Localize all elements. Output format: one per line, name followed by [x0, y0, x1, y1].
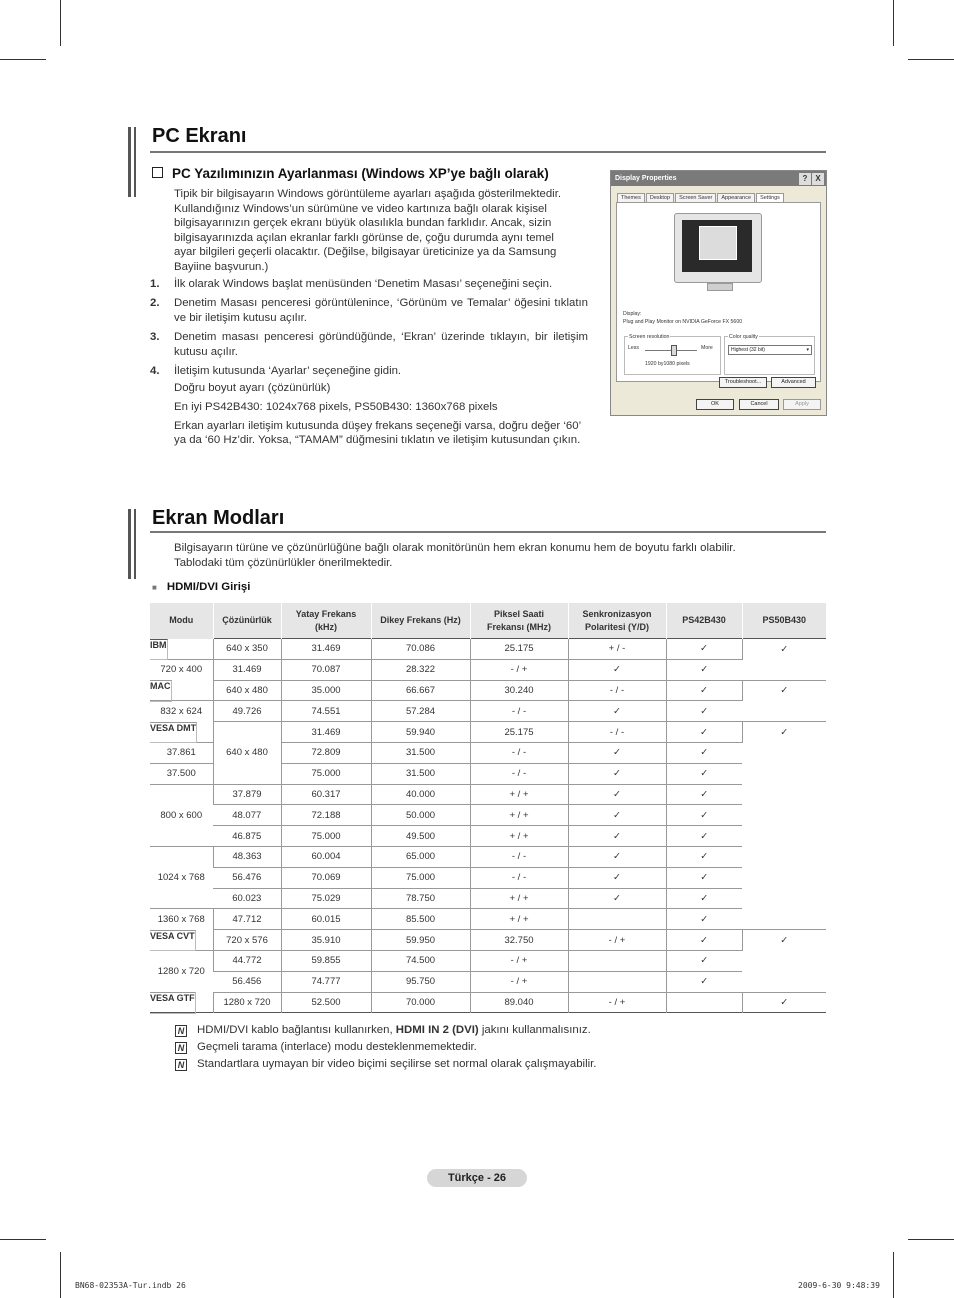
- table-row: [150, 950, 826, 971]
- pixel-clock-cell: 78.750: [371, 888, 470, 909]
- polarity-cell: - / +: [568, 930, 666, 951]
- step-number: 4.: [150, 365, 160, 377]
- ps50-cell: ✓: [666, 742, 742, 763]
- resolution-cell: 720 x 576: [213, 930, 281, 951]
- dialog-title: Display Properties: [615, 175, 677, 182]
- table-row: [150, 826, 826, 847]
- step-text: Denetim masası penceresi göründüğünde, ‘Ekran’ üzerinde tıklayın, bir iletişim kutusu açılır.: [174, 331, 588, 358]
- pixel-clock-cell: 40.000: [371, 784, 470, 805]
- ps42-cell: ✓: [568, 867, 666, 888]
- vfreq-cell: 72.188: [281, 805, 371, 826]
- header-dikey-frekans: Dikey Frekans (Hz): [371, 603, 470, 639]
- checkbox-icon: [152, 167, 163, 178]
- crop-mark: [0, 59, 46, 60]
- vfreq-cell: 75.000: [281, 763, 371, 784]
- hfreq-cell: 46.875: [213, 826, 281, 847]
- hfreq-cell: 31.469: [281, 722, 371, 743]
- ps50-cell: ✓: [742, 639, 826, 660]
- ps42-cell: ✓: [666, 680, 742, 701]
- ok-button[interactable]: OK: [696, 399, 734, 410]
- intro-line: Kullandığınız Windows’un sürümüne ve video kartınıza bağlı olarak kişisel: [174, 202, 547, 215]
- table-row: [150, 680, 826, 701]
- cancel-button[interactable]: Cancel: [739, 399, 779, 410]
- step-4-line: Doğru boyut ayarı (çözünürlük): [174, 382, 331, 394]
- step-text: İlk olarak Windows başlat menüsünden ‘Denetim Masası’ seçeneğini seçin.: [174, 278, 553, 290]
- table-row: [150, 846, 826, 867]
- hfreq-cell: 31.469: [281, 639, 371, 660]
- header-ps42b430: PS42B430: [666, 603, 742, 639]
- mode-cell: VESA GTF: [150, 992, 196, 1014]
- settings-panel: [616, 202, 821, 382]
- dialog-tabs: [617, 193, 785, 202]
- table-header-row: [150, 603, 826, 639]
- ps50-cell: ✓: [666, 784, 742, 805]
- tab-screen-saver[interactable]: Screen Saver: [675, 193, 716, 202]
- step-4-line: En iyi PS42B430: 1024x768 pixels, PS50B430: 1360x768 pixels: [174, 401, 498, 413]
- note-text: Standartlara uymayan bir video biçimi seçilirse set normal olarak çalışmayabilir.: [197, 1058, 597, 1070]
- ps50-cell: ✓: [742, 992, 826, 1013]
- resolution-cell: 640 x 480: [213, 680, 281, 701]
- vfreq-cell: 60.317: [281, 784, 371, 805]
- footer-timestamp: 2009-6-30 9:48:39: [798, 1281, 880, 1290]
- polarity-cell: - / -: [470, 867, 568, 888]
- crop-mark: [0, 1239, 46, 1240]
- step-text: Denetim Masası penceresi görüntülenince, ‘Görünüm ve Temalar’ öğesini tıklatın ve bir iletişim kutusu açılır.: [174, 297, 588, 324]
- section-marker: [134, 127, 136, 197]
- polarity-cell: - / -: [470, 701, 568, 722]
- vfreq-cell: 70.069: [281, 867, 371, 888]
- ps50-cell: ✓: [666, 971, 742, 992]
- ps42-cell: ✓: [666, 722, 742, 743]
- ps42-cell: [666, 992, 742, 1013]
- hfreq-cell: 44.772: [213, 950, 281, 971]
- pixel-clock-cell: 25.175: [470, 722, 568, 743]
- table-row: [150, 888, 826, 909]
- note-text: Geçmeli tarama (interlace) modu desteklenmemektedir.: [197, 1041, 477, 1053]
- vfreq-cell: 70.086: [371, 639, 470, 660]
- tab-settings[interactable]: Settings: [756, 193, 784, 202]
- hfreq-cell: 47.712: [213, 909, 281, 930]
- pixel-clock-cell: 50.000: [371, 805, 470, 826]
- pixel-clock-cell: 75.000: [371, 867, 470, 888]
- ps42-cell: ✓: [568, 659, 666, 680]
- table-row: [150, 992, 826, 1013]
- note-bold: HDMI IN 2 (DVI): [395, 1024, 479, 1036]
- crop-mark: [893, 1252, 894, 1298]
- monitor-stand: [707, 283, 733, 291]
- intro-paragraph: [174, 187, 561, 274]
- intro-line: bilgisayarınızda açılan ekranlar farklı görünse de, çoğu durumda aynı temel: [174, 231, 554, 244]
- hfreq-cell: 31.469: [213, 659, 281, 680]
- step-4-details: [174, 381, 581, 447]
- more-label: More: [701, 345, 713, 351]
- table-row: [150, 784, 826, 805]
- square-bullet-icon: ■: [152, 583, 157, 592]
- vfreq-cell: 75.000: [281, 826, 371, 847]
- monitor-screen: [682, 220, 752, 272]
- ps42-cell: ✓: [568, 826, 666, 847]
- color-quality-value: Highest (32 bit): [731, 347, 765, 353]
- hfreq-cell: 35.000: [281, 680, 371, 701]
- apply-button[interactable]: Apply: [783, 399, 821, 410]
- section-title-ekran-modlari: Ekran Modları: [152, 507, 285, 529]
- ps50-cell: ✓: [666, 888, 742, 909]
- ps50-cell: ✓: [742, 722, 826, 743]
- ps50-cell: ✓: [666, 950, 742, 971]
- hfreq-cell: 37.879: [213, 784, 281, 805]
- polarity-cell: - / -: [470, 846, 568, 867]
- color-quality-group: [724, 336, 815, 375]
- vfreq-cell: 59.940: [371, 722, 470, 743]
- note-icon: N: [175, 1059, 187, 1071]
- step-4: [150, 364, 588, 379]
- section-marker: [128, 509, 131, 579]
- ps42-cell: [568, 950, 666, 971]
- intro-line: Tablodaki tüm çözünürlükler önerilmektedir.: [174, 556, 393, 569]
- tab-desktop[interactable]: Desktop: [646, 193, 674, 202]
- ps50-cell: ✓: [666, 659, 742, 680]
- polarity-cell: + / +: [470, 909, 568, 930]
- pixel-clock-cell: 31.500: [371, 763, 470, 784]
- vfreq-cell: 75.029: [281, 888, 371, 909]
- note-text: jakını kullanmalısınız.: [478, 1024, 591, 1036]
- ps42-cell: ✓: [568, 784, 666, 805]
- header-ps50b430: PS50B430: [742, 603, 826, 639]
- table-row: [150, 805, 826, 826]
- resolution-cell: 832 x 624: [150, 701, 213, 722]
- tab-themes[interactable]: Themes: [617, 193, 645, 202]
- crop-mark: [908, 59, 954, 60]
- crop-mark: [908, 1239, 954, 1240]
- table-row: [150, 867, 826, 888]
- pixel-clock-cell: 49.500: [371, 826, 470, 847]
- polarity-cell: - / -: [568, 680, 666, 701]
- resolution-cell: 1360 x 768: [150, 909, 213, 930]
- hfreq-cell: 56.476: [213, 867, 281, 888]
- polarity-cell: - / +: [470, 950, 568, 971]
- pixel-clock-cell: 31.500: [371, 742, 470, 763]
- ps42-cell: [568, 971, 666, 992]
- hfreq-cell: 49.726: [213, 701, 281, 722]
- table-row: [150, 930, 826, 951]
- advanced-button[interactable]: Advanced: [771, 377, 816, 388]
- vfreq-cell: 66.667: [371, 680, 470, 701]
- crop-mark: [60, 1252, 61, 1298]
- intro-line: ayar bilgileri geçerli olacaktır. (Değilse, bilgisayar üreticinize ya da Samsung: [174, 246, 557, 258]
- resolution-slider-thumb[interactable]: [671, 345, 677, 356]
- ps42-cell: ✓: [666, 930, 742, 951]
- step-number: 1.: [150, 278, 160, 290]
- hfreq-cell: 35.910: [281, 930, 371, 951]
- mode-cell: IBM: [150, 639, 168, 661]
- display-modes-table: [150, 603, 826, 1013]
- pixel-clock-cell: 95.750: [371, 971, 470, 992]
- step-3: [150, 330, 588, 359]
- ps42-cell: ✓: [568, 763, 666, 784]
- section-marker: [134, 509, 136, 579]
- subheading: [152, 166, 549, 181]
- polarity-cell: - / +: [568, 992, 666, 1013]
- color-quality-select[interactable]: [728, 345, 812, 355]
- header-modu: Modu: [150, 603, 213, 639]
- modes-intro: [174, 541, 736, 570]
- display-value: Plug and Play Monitor on NVIDIA GeForce FX 5600: [623, 319, 743, 325]
- pixel-clock-cell: 32.750: [470, 930, 568, 951]
- table-row: [150, 909, 826, 930]
- ps50-cell: ✓: [666, 805, 742, 826]
- resolution-cell: 1024 x 768: [150, 846, 213, 908]
- monitor-icon: [674, 213, 762, 283]
- note-2: [175, 1041, 477, 1054]
- dialog-titlebar: [611, 171, 826, 186]
- resolution-cell: 640 x 350: [213, 639, 281, 660]
- hfreq-cell: 56.456: [213, 971, 281, 992]
- ps42-cell: ✓: [568, 888, 666, 909]
- preview-window: [699, 226, 737, 260]
- pixel-clock-cell: 28.322: [371, 659, 470, 680]
- pixel-clock-cell: 30.240: [470, 680, 568, 701]
- section-rule: [150, 531, 826, 533]
- step-2: [150, 296, 588, 325]
- note-icon: N: [175, 1025, 187, 1037]
- tab-appearance[interactable]: Appearance: [717, 193, 755, 202]
- troubleshoot-button[interactable]: Troubleshoot...: [719, 377, 767, 388]
- intro-line: bilgisayarınızın gerçek ekranı büyük olasılıkla bundan farklıdır. Ancak, sizin: [174, 217, 552, 229]
- resolution-cell: 720 x 400: [150, 659, 213, 680]
- color-quality-label: Color quality: [729, 334, 758, 340]
- section-marker: [128, 127, 131, 197]
- less-label: Less: [628, 345, 639, 351]
- pixel-clock-cell: 74.500: [371, 950, 470, 971]
- resolution-label: Screen resolution: [629, 334, 670, 340]
- note-1: [175, 1024, 591, 1037]
- pixel-clock-cell: 89.040: [470, 992, 568, 1013]
- header-cozunurluk: Çözünürlük: [213, 603, 281, 639]
- resolution-cell: 1280 x 720: [150, 950, 213, 992]
- polarity-cell: + / +: [470, 888, 568, 909]
- ps42-cell: ✓: [568, 846, 666, 867]
- note-3: [175, 1058, 596, 1071]
- chevron-down-icon: ▾: [806, 347, 809, 353]
- intro-line: Bayiine başvurun.): [174, 260, 269, 273]
- polarity-cell: - / +: [470, 971, 568, 992]
- footer-file: BN68-02353A-Tur.indb 26: [75, 1281, 186, 1290]
- polarity-cell: + / +: [470, 784, 568, 805]
- resolution-value: 1920 by1080 pixels: [645, 361, 690, 367]
- vfreq-cell: 74.551: [281, 701, 371, 722]
- polarity-cell: - / -: [568, 722, 666, 743]
- resolution-cell: 1280 x 720: [213, 992, 281, 1013]
- hfreq-cell: 37.500: [150, 763, 213, 784]
- ps50-cell: ✓: [666, 763, 742, 784]
- pixel-clock-cell: 65.000: [371, 846, 470, 867]
- step-1: [150, 277, 588, 292]
- intro-line: Bilgisayarın türüne ve çözünürlüğüne bağlı olarak monitörünün hem ekran konumu hem de boyutu farklı olabilir.: [174, 542, 736, 554]
- polarity-cell: + / +: [470, 826, 568, 847]
- table-row: [150, 971, 826, 992]
- ps50-cell: ✓: [666, 867, 742, 888]
- vfreq-cell: 74.777: [281, 971, 371, 992]
- hdmi-dvi-heading-text: HDMI/DVI Girişi: [166, 581, 251, 593]
- vfreq-cell: 70.000: [371, 992, 470, 1013]
- polarity-cell: - / +: [470, 659, 568, 680]
- ps42-cell: [568, 909, 666, 930]
- table-row: [150, 639, 826, 660]
- step-text: İletişim kutusunda ‘Ayarlar’ seçeneğine gidin.: [174, 365, 402, 377]
- section-rule: [150, 151, 826, 153]
- page-number-label: Türkçe - 26: [427, 1169, 527, 1187]
- ps50-cell: ✓: [666, 846, 742, 867]
- vfreq-cell: 59.950: [371, 930, 470, 951]
- vfreq-cell: 72.809: [281, 742, 371, 763]
- ps42-cell: ✓: [568, 742, 666, 763]
- hdmi-dvi-heading: [152, 581, 250, 593]
- close-button[interactable]: X: [812, 173, 824, 185]
- header-piksel-saati: Piksel Saati Frekansı (MHz): [470, 603, 568, 639]
- mode-cell: MAC: [150, 680, 172, 702]
- vfreq-cell: 70.087: [281, 659, 371, 680]
- table-row: [150, 701, 826, 722]
- ps42-cell: ✓: [568, 805, 666, 826]
- vfreq-cell: 60.004: [281, 846, 371, 867]
- ps42-cell: ✓: [666, 639, 742, 660]
- step-number: 3.: [150, 331, 160, 343]
- resolution-cell: 640 x 480: [213, 722, 281, 784]
- step-4-line: Erkan ayarları iletişim kutusunda düşey frekans seçeneği varsa, doğru değer ‘60’: [174, 420, 582, 432]
- hfreq-cell: 60.023: [213, 888, 281, 909]
- hfreq-cell: 37.861: [150, 742, 213, 763]
- polarity-cell: + / -: [568, 639, 666, 660]
- table-row: [150, 659, 826, 680]
- vfreq-cell: 60.015: [281, 909, 371, 930]
- ps42-cell: ✓: [568, 701, 666, 722]
- note-text: HDMI/DVI kablo bağlantısı kullanırken,: [197, 1024, 396, 1036]
- header-senkronizasyon: Senkronizasyon Polaritesi (Y/D): [568, 603, 666, 639]
- step-4-line: ya da ‘60 Hz’dir. Yoksa, “TAMAM” düğmesini tıklatın ve iletişim kutusundan çıkın.: [174, 434, 581, 446]
- crop-mark: [60, 0, 61, 46]
- crop-mark: [893, 0, 894, 46]
- ps50-cell: ✓: [742, 930, 826, 951]
- note-icon: N: [175, 1042, 187, 1054]
- pixel-clock-cell: 57.284: [371, 701, 470, 722]
- mode-cell: VESA DMT: [150, 722, 197, 744]
- hfreq-cell: 52.500: [281, 992, 371, 1013]
- hfreq-cell: 48.363: [213, 846, 281, 867]
- polarity-cell: - / -: [470, 763, 568, 784]
- mode-cell: VESA CVT: [150, 930, 196, 952]
- pixel-clock-cell: 25.175: [470, 639, 568, 660]
- step-number: 2.: [150, 297, 160, 309]
- section-title-pc-ekrani: PC Ekranı: [152, 125, 247, 147]
- ps50-cell: ✓: [666, 701, 742, 722]
- intro-line: Tipik bir bilgisayarın Windows görüntüleme ayarları aşağıda gösterilmektedir.: [174, 188, 562, 200]
- ps50-cell: ✓: [666, 826, 742, 847]
- polarity-cell: + / +: [470, 805, 568, 826]
- display-properties-dialog: [610, 170, 827, 416]
- hfreq-cell: 48.077: [213, 805, 281, 826]
- resolution-cell: 800 x 600: [150, 784, 213, 846]
- header-yatay-frekans: Yatay Frekans (kHz): [281, 603, 371, 639]
- table-row: [150, 722, 826, 743]
- ps50-cell: ✓: [742, 680, 826, 701]
- polarity-cell: - / -: [470, 742, 568, 763]
- vfreq-cell: 59.855: [281, 950, 371, 971]
- ps50-cell: ✓: [666, 909, 742, 930]
- subheading-text: PC Yazılımınızın Ayarlanması (Windows XP’ye bağlı olarak): [172, 166, 549, 181]
- pixel-clock-cell: 85.500: [371, 909, 470, 930]
- help-button[interactable]: ?: [799, 173, 811, 185]
- display-label: Display:: [623, 311, 642, 317]
